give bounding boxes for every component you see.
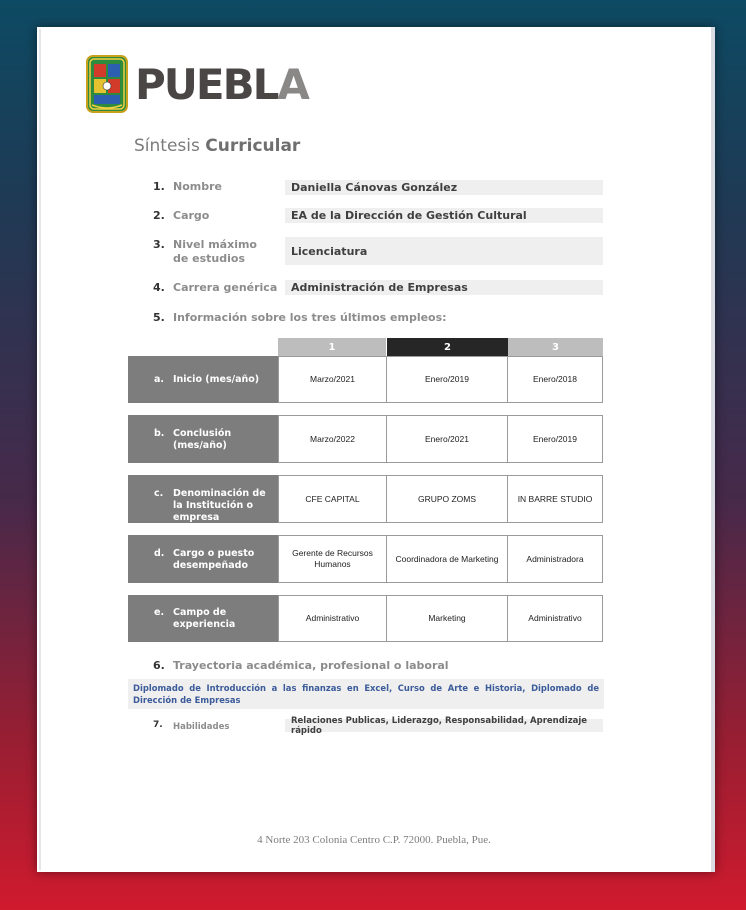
field-value-cargo: EA de la Dirección de Gestión Cultural (285, 208, 603, 223)
field-value-nivel-estudios: Licenciatura (285, 237, 603, 265)
row-label-conclusion: b. Conclusión (mes/año) (128, 415, 278, 463)
row-label-institucion: c. Denominación de la Institución o empresa (128, 475, 278, 523)
document-page (37, 27, 715, 872)
row-label-inicio: a. Inicio (mes/año) (128, 356, 278, 403)
footer-address: 4 Norte 203 Colonia Centro C.P. 72000. Puebla, Pue. (257, 834, 491, 846)
table-cell: Coordinadora de Marketing (386, 535, 508, 583)
table-cell: GRUPO ZOMS (386, 475, 508, 523)
row-label-campo: e. Campo de experiencia (128, 595, 278, 642)
field-label-nivel-estudios: Nivel máximo de estudios (173, 238, 257, 265)
section-number: 5. (153, 311, 165, 324)
table-cell: Enero/2019 (386, 356, 508, 403)
field-number: 1. (153, 180, 165, 193)
section-number: 7. (153, 720, 163, 730)
table-cell: Marketing (386, 595, 508, 642)
page-edge-line (39, 29, 41, 870)
section-number: 6. (153, 659, 165, 672)
table-cell: Administrativo (278, 595, 387, 642)
column-header-2: 2 (387, 338, 508, 356)
table-cell: Marzo/2021 (278, 356, 387, 403)
column-header-1: 1 (278, 338, 386, 356)
trayectoria-text: Diplomado de Introducción a las finanzas en Excel, Curso de Arte e Historia, Diplomado de Dirección de Empresas (128, 679, 604, 709)
field-label-carrera: Carrera genérica (173, 281, 278, 294)
field-label-nombre: Nombre (173, 180, 222, 193)
field-value-habilidades: Relaciones Publicas, Liderazgo, Responsabilidad, Aprendizaje rápido (285, 719, 603, 732)
puebla-wordmark: PUEBLA (135, 60, 308, 109)
field-value-carrera: Administración de Empresas (285, 280, 603, 295)
table-cell: Enero/2019 (507, 415, 603, 463)
row-label-cargo-puesto: d. Cargo o puesto desempeñado (128, 535, 278, 583)
field-label-cargo: Cargo (173, 209, 210, 222)
table-cell: Enero/2021 (386, 415, 508, 463)
table-cell: IN BARRE STUDIO (507, 475, 603, 523)
field-number: 4. (153, 281, 165, 294)
field-label-habilidades: Habilidades (173, 722, 230, 732)
table-cell: Administrativo (507, 595, 603, 642)
table-cell: Administradora (507, 535, 603, 583)
field-number: 3. (153, 238, 165, 251)
table-cell: CFE CAPITAL (278, 475, 387, 523)
field-value-nombre: Daniella Cánovas González (285, 180, 603, 195)
puebla-coat-of-arms-icon (86, 55, 128, 113)
document-title: Síntesis Curricular (134, 136, 301, 156)
column-header-3: 3 (508, 338, 603, 356)
field-number: 2. (153, 209, 165, 222)
table-cell: Marzo/2022 (278, 415, 387, 463)
table-cell: Enero/2018 (507, 356, 603, 403)
section-heading-trayectoria: Trayectoria académica, profesional o laboral (173, 659, 449, 672)
section-heading-employment: Información sobre los tres últimos empleos: (173, 311, 447, 324)
table-cell: Gerente de Recursos Humanos (278, 535, 387, 583)
